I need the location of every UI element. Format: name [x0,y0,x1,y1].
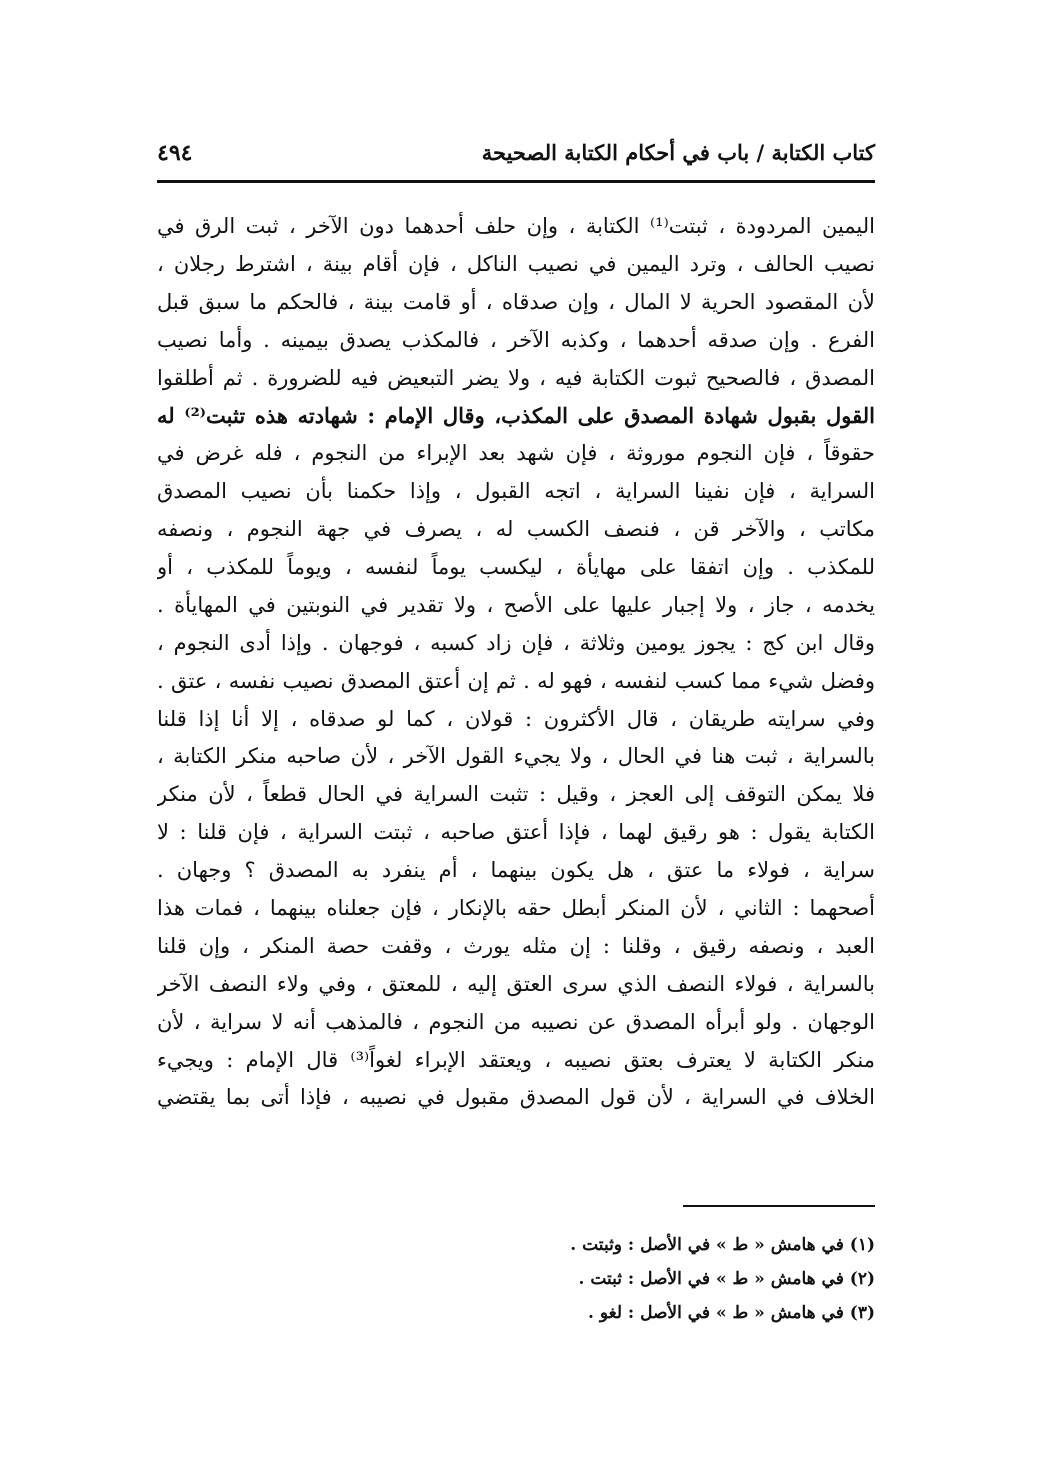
text-line: وفضل شيء مما كسب لنفسه ، فهو له . ثم إن أعتق المصدق نصيب نفسه ، عتق . [157,668,875,693]
text-line: وقال ابن كج : يجوز يومين وثلاثة ، فإن زاد كسبه ، فوجهان . وإذا أدى النجوم ، [157,630,875,655]
header-divider [157,180,875,183]
text-line: فلا يمكن التوقف إلى العجز ، وقيل : تثبت السراية في الحال قطعاً ، لأن منكر [157,782,875,807]
text-line: مكاتب ، والآخر قن ، فنصف الكسب له ، يصرف في جهة النجوم ، ونصفه [157,517,875,542]
chapter-title: كتاب الكتابة / باب في أحكام الكتابة الصحيحة [481,140,875,165]
text-line: لأن المقصود الحرية لا المال ، وإن صدقاه ، أو قامت بينة ، فالحكم ما سبق قبل [157,289,875,314]
text-line: بالسراية ، ثبت هنا في الحال ، ولا يجيء القول الآخر ، لأن صاحبه منكر الكتابة ، [157,744,875,769]
text-line: الكتابة يقول : هو رقيق لهما ، فإذا أعتق صاحبه ، ثبتت السراية ، فإن قلنا : لا [157,820,875,845]
text-line: اليمين المردودة ، ثبتت⁽¹⁾ الكتابة ، وإن حلف أحدهما دون الآخر ، ثبت الرق في [157,214,875,238]
page-number: ٤٩٤ [157,140,193,166]
text-line: العبد ، ونصفه رقيق ، وقلنا : إن مثله يورث ، وقفت حصة المنكر ، وإن قلنا [157,933,875,958]
text-line: للمكذب . وإن اتفقا على مهايأة ، ليكسب يوماً لنفسه ، ويوماً للمكذب ، أو [157,555,875,580]
text-line: أصحهما : الثاني ، لأن المنكر أبطل حقه بالإنكار ، فإن جعلناه بينهما ، فمات هذا [157,896,875,921]
text-line: حقوقاً ، فإن النجوم موروثة ، فإن شهد بعد الإبراء من النجوم ، فله غرض في [157,441,875,466]
text-line: سراية ، فولاء ما عتق ، هل يكون بينهما ، أم ينفرد به المصدق ؟ وجهان . [157,858,875,883]
text-line: السراية ، فإن نفينا السراية ، اتجه القبول ، وإذا حكمنا بأن نصيب المصدق [157,479,875,504]
text-line: وفي سرايته طريقان ، قال الأكثرون : قولان ، كما لو صدقاه ، إلا أنا إذا قلنا [157,706,875,731]
footnote-divider [683,1205,875,1207]
footnote-3: (٣) في هامش « ط » في الأصل : لغو . [588,1303,875,1323]
text-line: الفرع . وإن صدقه أحدهما ، وكذبه الآخر ، فالمكذب يصدق بيمينه . وأما نصيب [157,327,875,352]
text-line: القول بقبول شهادة المصدق على المكذب، وقال الإمام : شهادته هذه تثبت⁽²⁾ له [157,403,875,429]
footnotes [500,1228,875,1330]
footnote-1: (١) في هامش « ط » في الأصل : وثبتت . [570,1235,875,1255]
footnote-2: (٢) في هامش « ط » في الأصل : ثبتت . [578,1269,875,1289]
text-line: الوجهان . ولو أبرأه المصدق عن نصيبه من النجوم ، فالمذهب أنه لا سراية ، لأن [157,1009,875,1034]
text-line: يخدمه ، جاز ، ولا إجبار عليها على الأصح ، ولا تقدير في النوبتين في المهايأة . [157,592,875,617]
text-line: المصدق ، فالصحيح ثبوت الكتابة فيه ، ولا يضر التبعيض فيه للضرورة . ثم أطلقوا [157,365,875,390]
text-line: الخلاف في السراية ، لأن قول المصدق مقبول في نصيبه ، فإذا أتى بما يقتضي [157,1085,875,1110]
text-line: بالسراية ، فولاء النصف الذي سرى العتق إليه ، للمعتق ، وفي ولاء النصف الآخر [157,971,875,996]
body-text [157,208,875,1117]
running-header [157,132,875,176]
text-line: منكر الكتابة لا يعترف بعتق نصيبه ، ويعتقد الإبراء لغواً⁽³⁾ قال الإمام : ويجيء [157,1047,875,1072]
text-line: نصيب الحالف ، وترد اليمين في نصيب الناكل ، فإن أقام بينة ، اشترط رجلان ، [157,251,875,276]
